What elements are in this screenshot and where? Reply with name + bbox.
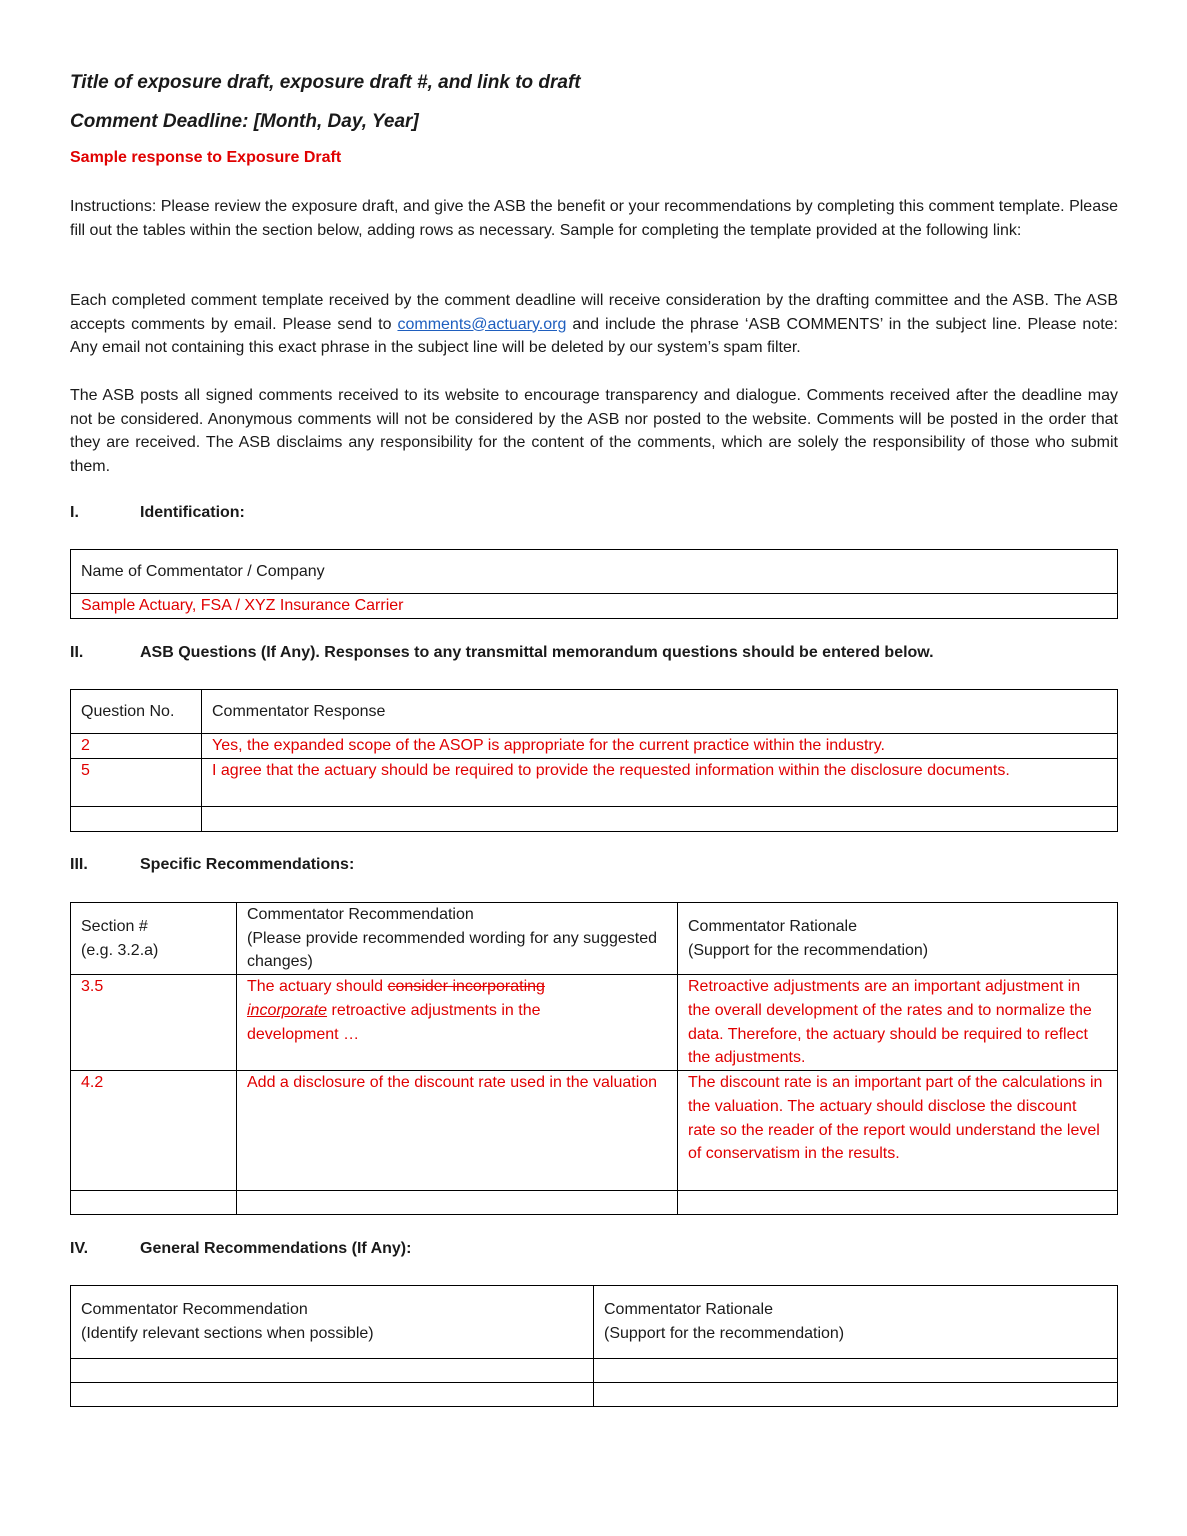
commentator-response[interactable]: I agree that the actuary should be required to provide the requested information within the disclosure documents.	[202, 758, 1118, 806]
deleted-text: consider incorporating	[387, 978, 545, 996]
section-number[interactable]: 3.5	[71, 975, 237, 1071]
table-row	[71, 975, 1118, 1071]
empty-cell[interactable]	[678, 1191, 1118, 1215]
empty-cell[interactable]	[237, 1191, 678, 1215]
commentator-name-value[interactable]: Sample Actuary, FSA / XYZ Insurance Carrier	[71, 594, 1118, 619]
commentator-rationale-header: Commentator Rationale (Support for the recommendation)	[594, 1286, 1118, 1359]
section-number-header: Section # (e.g. 3.2.a)	[71, 903, 237, 975]
section-number: II.	[70, 644, 84, 661]
section-label: Specific Recommendations:	[140, 856, 355, 873]
section-label: General Recommendations (If Any):	[140, 1240, 412, 1257]
empty-cell[interactable]	[202, 806, 1118, 831]
commentator-rationale-header: Commentator Rationale (Support for the recommendation)	[678, 903, 1118, 975]
comment-deadline: Comment Deadline: [Month, Day, Year]	[70, 111, 419, 132]
commentator-recommendation[interactable]: Add a disclosure of the discount rate used in the valuation	[237, 1071, 678, 1191]
table-row-empty	[71, 806, 1118, 831]
empty-cell[interactable]	[594, 1359, 1118, 1383]
empty-cell[interactable]	[71, 806, 202, 831]
posting-paragraph: The ASB posts all signed comments received to its website to encourage transparency and dialogue. Comments received after the deadline may not be considered. Anonymous comments will not be considered by the ASB nor posted to the website. Comments will be posted in the order that they are received. The ASB disclaims any responsibility for the content of the comments, which are solely the responsibility of those who submit them.	[70, 387, 1118, 476]
question-number[interactable]: 5	[71, 758, 202, 806]
table-row-empty	[71, 1191, 1118, 1215]
commentator-recommendation-header: Commentator Recommendation (Please provide recommended wording for any suggested changes)	[237, 903, 678, 975]
table-row-empty	[71, 1383, 1118, 1407]
email-link[interactable]: comments@actuary.org	[397, 315, 567, 333]
empty-cell[interactable]	[71, 1359, 594, 1383]
inserted-text: incorporate	[247, 1001, 328, 1019]
commentator-recommendation[interactable]	[237, 975, 678, 1071]
table-row-empty	[71, 1359, 1118, 1383]
recommendation-text: The actuary should	[247, 978, 388, 996]
table-row	[71, 758, 1118, 806]
questions-table	[70, 689, 1118, 832]
commentator-response[interactable]: Yes, the expanded scope of the ASOP is appropriate for the current practice within the industry.	[202, 734, 1118, 759]
section-number: I.	[70, 504, 79, 521]
section-number[interactable]: 4.2	[71, 1071, 237, 1191]
identification-table	[70, 549, 1118, 619]
question-no-header: Question No.	[71, 690, 202, 734]
table-row	[71, 1071, 1118, 1191]
recommendation-text: retroactive adjustments in the development …	[247, 1001, 541, 1043]
section-label: Identification:	[140, 504, 245, 521]
section-number: IV.	[70, 1240, 89, 1257]
general-recommendations-table	[70, 1285, 1118, 1407]
empty-cell[interactable]	[71, 1383, 594, 1407]
instructions-paragraph: Instructions: Please review the exposure draft, and give the ASB the benefit or your recommendations by completing this comment template. Please fill out the tables within the section below, adding rows as necessary. Sample for completing the template provided at the following link:	[70, 198, 1118, 239]
empty-cell[interactable]	[594, 1383, 1118, 1407]
commentator-rationale[interactable]: Retroactive adjustments are an important adjustment in the overall development of the rates and to normalize the data. Therefore, the actuary should be required to reflect the adjustments.	[678, 975, 1118, 1071]
empty-cell[interactable]	[71, 1191, 237, 1215]
commentator-rationale[interactable]: The discount rate is an important part of the calculations in the valuation. The actuary should disclose the discount rate so the reader of the report would understand the level of conservatism in the results.	[678, 1071, 1118, 1191]
document-title: Title of exposure draft, exposure draft #, and link to draft	[70, 72, 581, 93]
commentator-recommendation-header: Commentator Recommendation (Identify relevant sections when possible)	[71, 1286, 594, 1359]
commentator-name-header: Name of Commentator / Company	[71, 550, 1118, 594]
question-number[interactable]: 2	[71, 734, 202, 759]
specific-recommendations-table	[70, 902, 1118, 1215]
commentator-response-header: Commentator Response	[202, 690, 1118, 734]
sample-label: Sample response to Exposure Draft	[70, 149, 342, 166]
section-label: ASB Questions (If Any). Responses to any transmittal memorandum questions should be entered below.	[140, 644, 934, 661]
section-number: III.	[70, 856, 88, 873]
submission-text-before: Each completed comment template received by the comment deadline will receive consideration by the drafting committee and the ASB. The ASB accepts comments by email. Please send to	[70, 292, 1118, 333]
submission-text-after: and include the phrase ‘ASB COMMENTS’ in the subject line. Please note: Any email not containing this exact phrase in the subject line will be deleted by our system’s spam filter.	[70, 315, 1119, 357]
submission-paragraph	[70, 289, 1118, 360]
table-row	[71, 734, 1118, 759]
